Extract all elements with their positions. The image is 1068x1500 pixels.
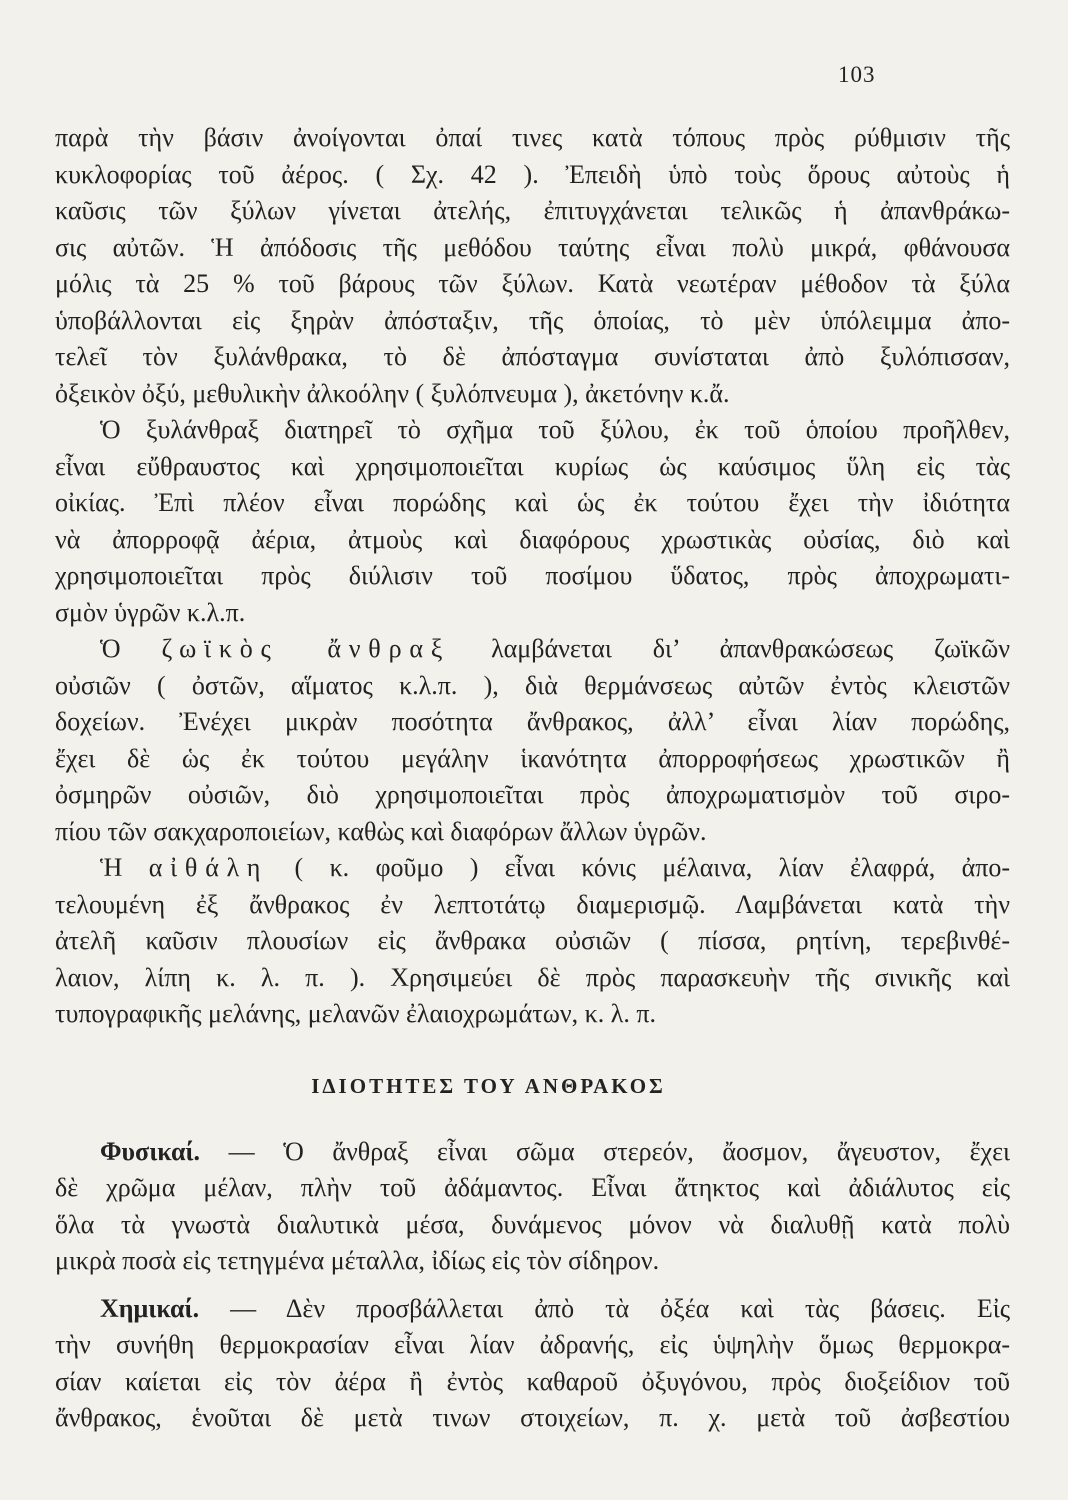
text-line: δοχείων. Ἐνέχει μικρὰν ποσότητα ἄνθρακος, ἀλλ’ εἶναι λίαν πορώδης, — [55, 707, 1010, 736]
text-span: Ὁ — [100, 634, 162, 663]
text-line: ἀτελῆ καῦσιν πλουσίων εἰς ἄνθρακα οὐσιῶν ( πίσσα, ρητίνη, τερεβινθέ- — [55, 926, 1010, 955]
text-line: Ὁ ξυλάνθραξ διατηρεῖ τὸ σχῆμα τοῦ ξύλου, ἐκ τοῦ ὁποίου προῆλθεν, — [100, 415, 1010, 444]
paragraph — [55, 120, 1010, 412]
text-line: καῦσις τῶν ξύλων γίνεται ἀτελής, ἐπιτυγχάνεται τελικῶς ἡ ἀπανθράκω- — [55, 196, 1010, 225]
text-line: σίαν καίεται εἰς τὸν ἀέρα ἢ ἐντὸς καθαροῦ ὀξυγόνου, πρὸς διοξείδιον τοῦ — [55, 1366, 1010, 1396]
text-line: οἰκίας. Ἐπὶ πλέον εἶναι πορώδης καὶ ὡς ἐκ τούτου ἔχει τὴν ἰδιότητα — [55, 488, 1010, 517]
text-line: δὲ χρῶμα μέλαν, πλὴν τοῦ ἀδάμαντος. Εἶναι ἄτηκτος καὶ ἀδιάλυτος εἰς — [55, 1173, 1010, 1202]
text-line: ἄνθρακος, ἑνοῦται δὲ μετὰ τινων στοιχείων, π. χ. μετὰ τοῦ ἀσβεστίου — [55, 1403, 1010, 1432]
text-line: μικρὰ ποσὰ εἰς τετηγμένα μέταλλα, ἰδίως εἰς τὸν σίδηρον. — [55, 1246, 660, 1275]
text-line: τελουμένη ἐξ ἄνθρακος ἐν λεπτοτάτῳ διαμερισμῷ. Λαμβάνεται κατὰ τὴν — [55, 889, 1010, 919]
text-span: Ἡ — [100, 853, 149, 882]
text-line — [55, 631, 1010, 668]
text-line — [55, 1291, 1010, 1328]
text-span: ( κ. φοῦμο ) εἶναι κόνις μέλαινα, λίαν ἐλαφρά, ἀπο- — [268, 853, 1011, 882]
text-line: ἔχει δὲ ὡς ἐκ τούτου μεγάλην ἱκανότητα ἀπορροφήσεως χρωστικῶν ἢ — [55, 743, 1010, 773]
text-line: λαιον, λίπη κ. λ. π. ). Χρησιμεύει δὲ πρὸς παρασκευὴν τῆς σινικῆς καὶ — [55, 962, 1010, 992]
text-span: λαμβάνεται δι’ ἀπανθρακώσεως ζωϊκῶν — [450, 634, 1010, 663]
emphasized-term: ζωϊκὸς ἄνθραξ — [161, 634, 451, 663]
section-heading: ΙΔΙΟΤΗΤΕΣ ΤΟΥ ΑΝΘΡΑΚΟΣ — [311, 1073, 666, 1098]
paragraph — [55, 850, 1010, 1033]
text-span: — Δὲν προσβάλλεται ἀπὸ τὰ ὀξέα καὶ τὰς βάσεις. Εἰς — [199, 1293, 1010, 1323]
text-line: οὐσιῶν ( ὀστῶν, αἵματος κ.λ.π. ), διὰ θερμάνσεως αὐτῶν ἐντὸς κλειστῶν — [55, 670, 1010, 700]
emphasized-term: αἰθάλη — [148, 853, 269, 882]
paragraph — [55, 1291, 1010, 1437]
paragraph — [55, 412, 1010, 631]
text-line: ὅλα τὰ γνωστὰ διαλυτικὰ μέσα, δυνάμενος μόνον νὰ διαλυθῇ κατὰ πολὺ — [55, 1209, 1010, 1239]
paragraph — [55, 1134, 1010, 1280]
paragraph-lead-in: Χημικαί. — [100, 1293, 200, 1323]
text-line: μόλις τὰ 25 % τοῦ βάρους τῶν ξύλων. Κατὰ νεωτέραν μέθοδον τὰ ξύλα — [55, 269, 1010, 298]
text-line: σις αὐτῶν. Ἡ ἀπόδοσις τῆς μεθόδου ταύτης εἶναι πολὺ μικρά, φθάνουσα — [55, 232, 1010, 262]
text-line: πίου τῶν σακχαροποιείων, καθὼς καὶ διαφόρων ἄλλων ὑγρῶν. — [55, 816, 707, 846]
text-line: χρησιμοποιεῖται πρὸς διύλισιν τοῦ ποσίμου ὕδατος, πρὸς ἀποχρωματι- — [55, 561, 1010, 590]
page-text-body — [55, 120, 1010, 1437]
text-line: τὴν συνήθη θερμοκρασίαν εἶναι λίαν ἀδρανής, εἰς ὑψηλὴν ὅμως θερμοκρα- — [55, 1330, 1010, 1359]
text-line — [55, 850, 1010, 887]
paragraph — [55, 631, 1010, 850]
text-line: παρὰ τὴν βάσιν ἀνοίγονται ὀπαί τινες κατὰ τόπους πρὸς ρύθμισιν τῆς — [55, 123, 1010, 152]
text-span: — Ὁ ἄνθραξ εἶναι σῶμα στερεόν, ἄοσμον, ἄγευστον, ἔχει — [200, 1136, 1010, 1166]
text-line: ὀσμηρῶν οὐσιῶν, διὸ χρησιμοποιεῖται πρὸς ἀποχρωματισμὸν τοῦ σιρο- — [55, 780, 1010, 809]
text-line: κυκλοφορίας τοῦ ἀέρος. ( Σχ. 42 ). Ἐπειδὴ ὑπὸ τοὺς ὅρους αὐτοὺς ἡ — [55, 159, 1010, 189]
text-line: ὀξεικὸν ὀξύ, μεθυλικὴν ἀλκοόλην ( ξυλόπνευμα ), ἀκετόνην κ.ἄ. — [55, 378, 730, 408]
text-line: εἶναι εὔθραυστος καὶ χρησιμοποιεῖται κυρίως ὡς καύσιμος ὕλη εἰς τὰς — [55, 451, 1010, 481]
paragraph-lead-in: Φυσικαί. — [100, 1136, 201, 1166]
text-line: τυπογραφικῆς μελάνης, μελανῶν ἐλαιοχρωμάτων, κ. λ. π. — [55, 999, 656, 1028]
text-line — [55, 1134, 1010, 1171]
text-line: ὑποβάλλονται εἰς ξηρὰν ἀπόσταξιν, τῆς ὁποίας, τὸ μὲν ὑπόλειμμα ἀπο- — [55, 305, 1010, 335]
text-line: σμὸν ὑγρῶν κ.λ.π. — [55, 597, 246, 627]
page-number: 103 — [838, 62, 876, 87]
text-line: νὰ ἀπορροφᾷ ἀέρια, ἀτμοὺς καὶ διαφόρους χρωστικὰς οὐσίας, διὸ καὶ — [55, 524, 1010, 554]
text-line: τελεῖ τὸν ξυλάνθρακα, τὸ δὲ ἀπόσταγμα συνίσταται ἀπὸ ξυλόπισσαν, — [55, 342, 1010, 371]
